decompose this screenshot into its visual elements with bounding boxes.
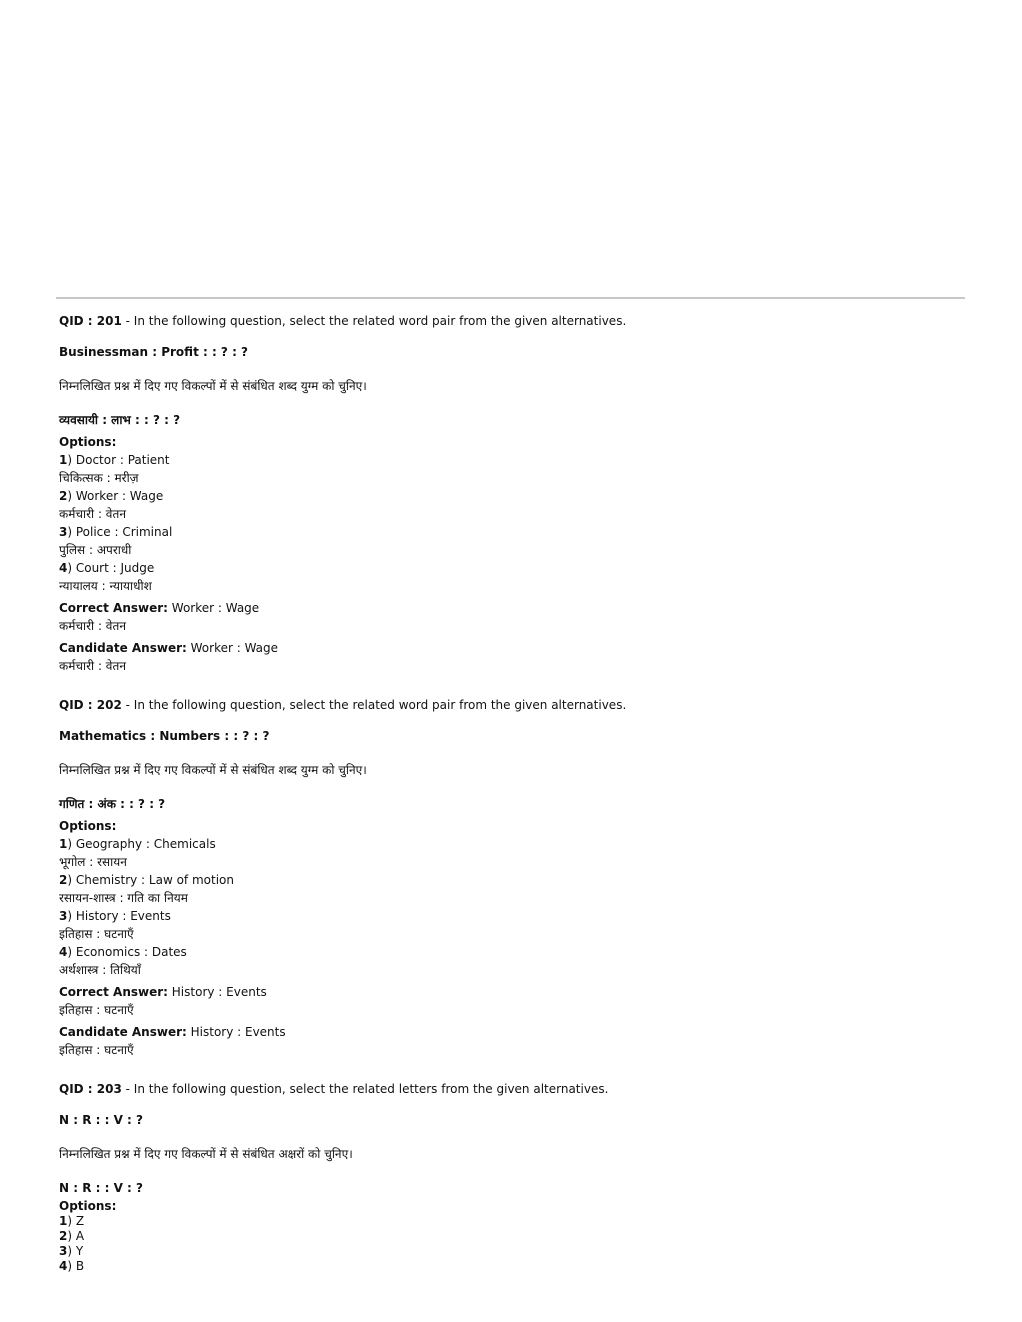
correct-answer-hi: कर्मचारी : वेतन <box>59 619 126 633</box>
question-pair-hi: व्यवसायी : लाभ : : ? : ? <box>59 413 181 427</box>
question-header <box>59 313 959 329</box>
question-instruction-hi: निम्नलिखित प्रश्न में दिए गए विकल्पों में से संबंधित शब्द युग्म को चुनिए। <box>59 763 367 777</box>
candidate-answer-hi: कर्मचारी : वेतन <box>59 659 126 673</box>
question-block <box>59 1081 959 1274</box>
question-pair-en: N : R : : V : ? <box>59 1113 143 1127</box>
option-number: 2 <box>59 1229 68 1243</box>
option-text: ) B <box>67 1259 85 1273</box>
candidate-answer <box>59 1023 959 1041</box>
option-text: ) Worker : Wage <box>67 489 164 503</box>
question-instruction-hi: निम्नलिखित प्रश्न में दिए गए विकल्पों में से संबंधित शब्द युग्म को चुनिए। <box>59 379 367 393</box>
option-en <box>59 487 959 505</box>
option-text: ) Court : Judge <box>67 561 155 575</box>
option-hi: न्यायालय : न्यायाधीश <box>59 579 152 593</box>
correct-answer-text: History : Events <box>167 985 267 999</box>
option-hi: कर्मचारी : वेतन <box>59 507 126 521</box>
candidate-answer-label: Candidate Answer: <box>59 1025 187 1039</box>
option-hi: भूगोल : रसायन <box>59 855 127 869</box>
qid-label: QID : 202 <box>59 698 122 712</box>
option-en <box>59 943 959 961</box>
question-pair-en: Mathematics : Numbers : : ? : ? <box>59 729 270 743</box>
question-block <box>59 313 959 675</box>
option-number: 4 <box>59 561 68 575</box>
candidate-answer-hi: इतिहास : घटनाएँ <box>59 1043 134 1057</box>
option-text: ) Economics : Dates <box>67 945 187 959</box>
option-en <box>59 1229 959 1244</box>
correct-answer-label: Correct Answer: <box>59 985 168 999</box>
top-divider <box>56 297 965 299</box>
option-text: ) A <box>67 1229 85 1243</box>
option-text: ) Z <box>67 1214 85 1228</box>
correct-answer-text: Worker : Wage <box>167 601 260 615</box>
candidate-answer-text: History : Events <box>186 1025 286 1039</box>
options-label: Options: <box>59 1199 117 1213</box>
correct-answer <box>59 599 959 617</box>
option-text: ) History : Events <box>67 909 171 923</box>
option-text: ) Police : Criminal <box>67 525 173 539</box>
question-instruction: - In the following question, select the related letters from the given alternatives. <box>121 1082 609 1096</box>
correct-answer <box>59 983 959 1001</box>
option-hi: इतिहास : घटनाएँ <box>59 927 134 941</box>
options-label: Options: <box>59 819 117 833</box>
correct-answer-hi: इतिहास : घटनाएँ <box>59 1003 134 1017</box>
option-en <box>59 559 959 577</box>
option-text: ) Geography : Chemicals <box>67 837 216 851</box>
question-header <box>59 1081 959 1097</box>
qid-label: QID : 201 <box>59 314 122 328</box>
qid-label: QID : 203 <box>59 1082 122 1096</box>
question-pair-hi: N : R : : V : ? <box>59 1181 143 1195</box>
options-label: Options: <box>59 435 117 449</box>
option-number: 1 <box>59 453 68 467</box>
option-en <box>59 523 959 541</box>
question-instruction: - In the following question, select the related word pair from the given alternatives. <box>121 314 627 328</box>
option-en <box>59 835 959 853</box>
option-number: 1 <box>59 837 68 851</box>
candidate-answer-text: Worker : Wage <box>186 641 279 655</box>
option-number: 4 <box>59 1259 68 1273</box>
option-text: ) Chemistry : Law of motion <box>67 873 234 887</box>
question-list <box>59 313 959 1274</box>
question-block <box>59 697 959 1059</box>
option-number: 2 <box>59 489 68 503</box>
option-hi: पुलिस : अपराधी <box>59 543 132 557</box>
option-en <box>59 451 959 469</box>
option-number: 4 <box>59 945 68 959</box>
question-header <box>59 697 959 713</box>
option-en <box>59 1214 959 1229</box>
option-number: 3 <box>59 909 68 923</box>
option-number: 2 <box>59 873 68 887</box>
candidate-answer-label: Candidate Answer: <box>59 641 187 655</box>
question-instruction-hi: निम्नलिखित प्रश्न में दिए गए विकल्पों में से संबंधित अक्षरों को चुनिए। <box>59 1147 353 1161</box>
correct-answer-label: Correct Answer: <box>59 601 168 615</box>
question-instruction: - In the following question, select the related word pair from the given alternatives. <box>121 698 627 712</box>
question-pair-en: Businessman : Profit : : ? : ? <box>59 345 249 359</box>
option-en <box>59 1244 959 1259</box>
option-hi: चिकित्सक : मरीज़ <box>59 471 139 485</box>
option-text: ) Doctor : Patient <box>67 453 170 467</box>
question-pair-hi: गणित : अंक : : ? : ? <box>59 797 166 811</box>
option-text: ) Y <box>67 1244 84 1258</box>
option-en <box>59 907 959 925</box>
option-number: 3 <box>59 525 68 539</box>
option-number: 3 <box>59 1244 68 1258</box>
option-hi: अर्थशास्त्र : तिथियाँ <box>59 963 141 977</box>
option-en <box>59 1259 959 1274</box>
option-number: 1 <box>59 1214 68 1228</box>
candidate-answer <box>59 639 959 657</box>
option-en <box>59 871 959 889</box>
option-hi: रसायन-शास्त्र : गति का नियम <box>59 891 188 905</box>
